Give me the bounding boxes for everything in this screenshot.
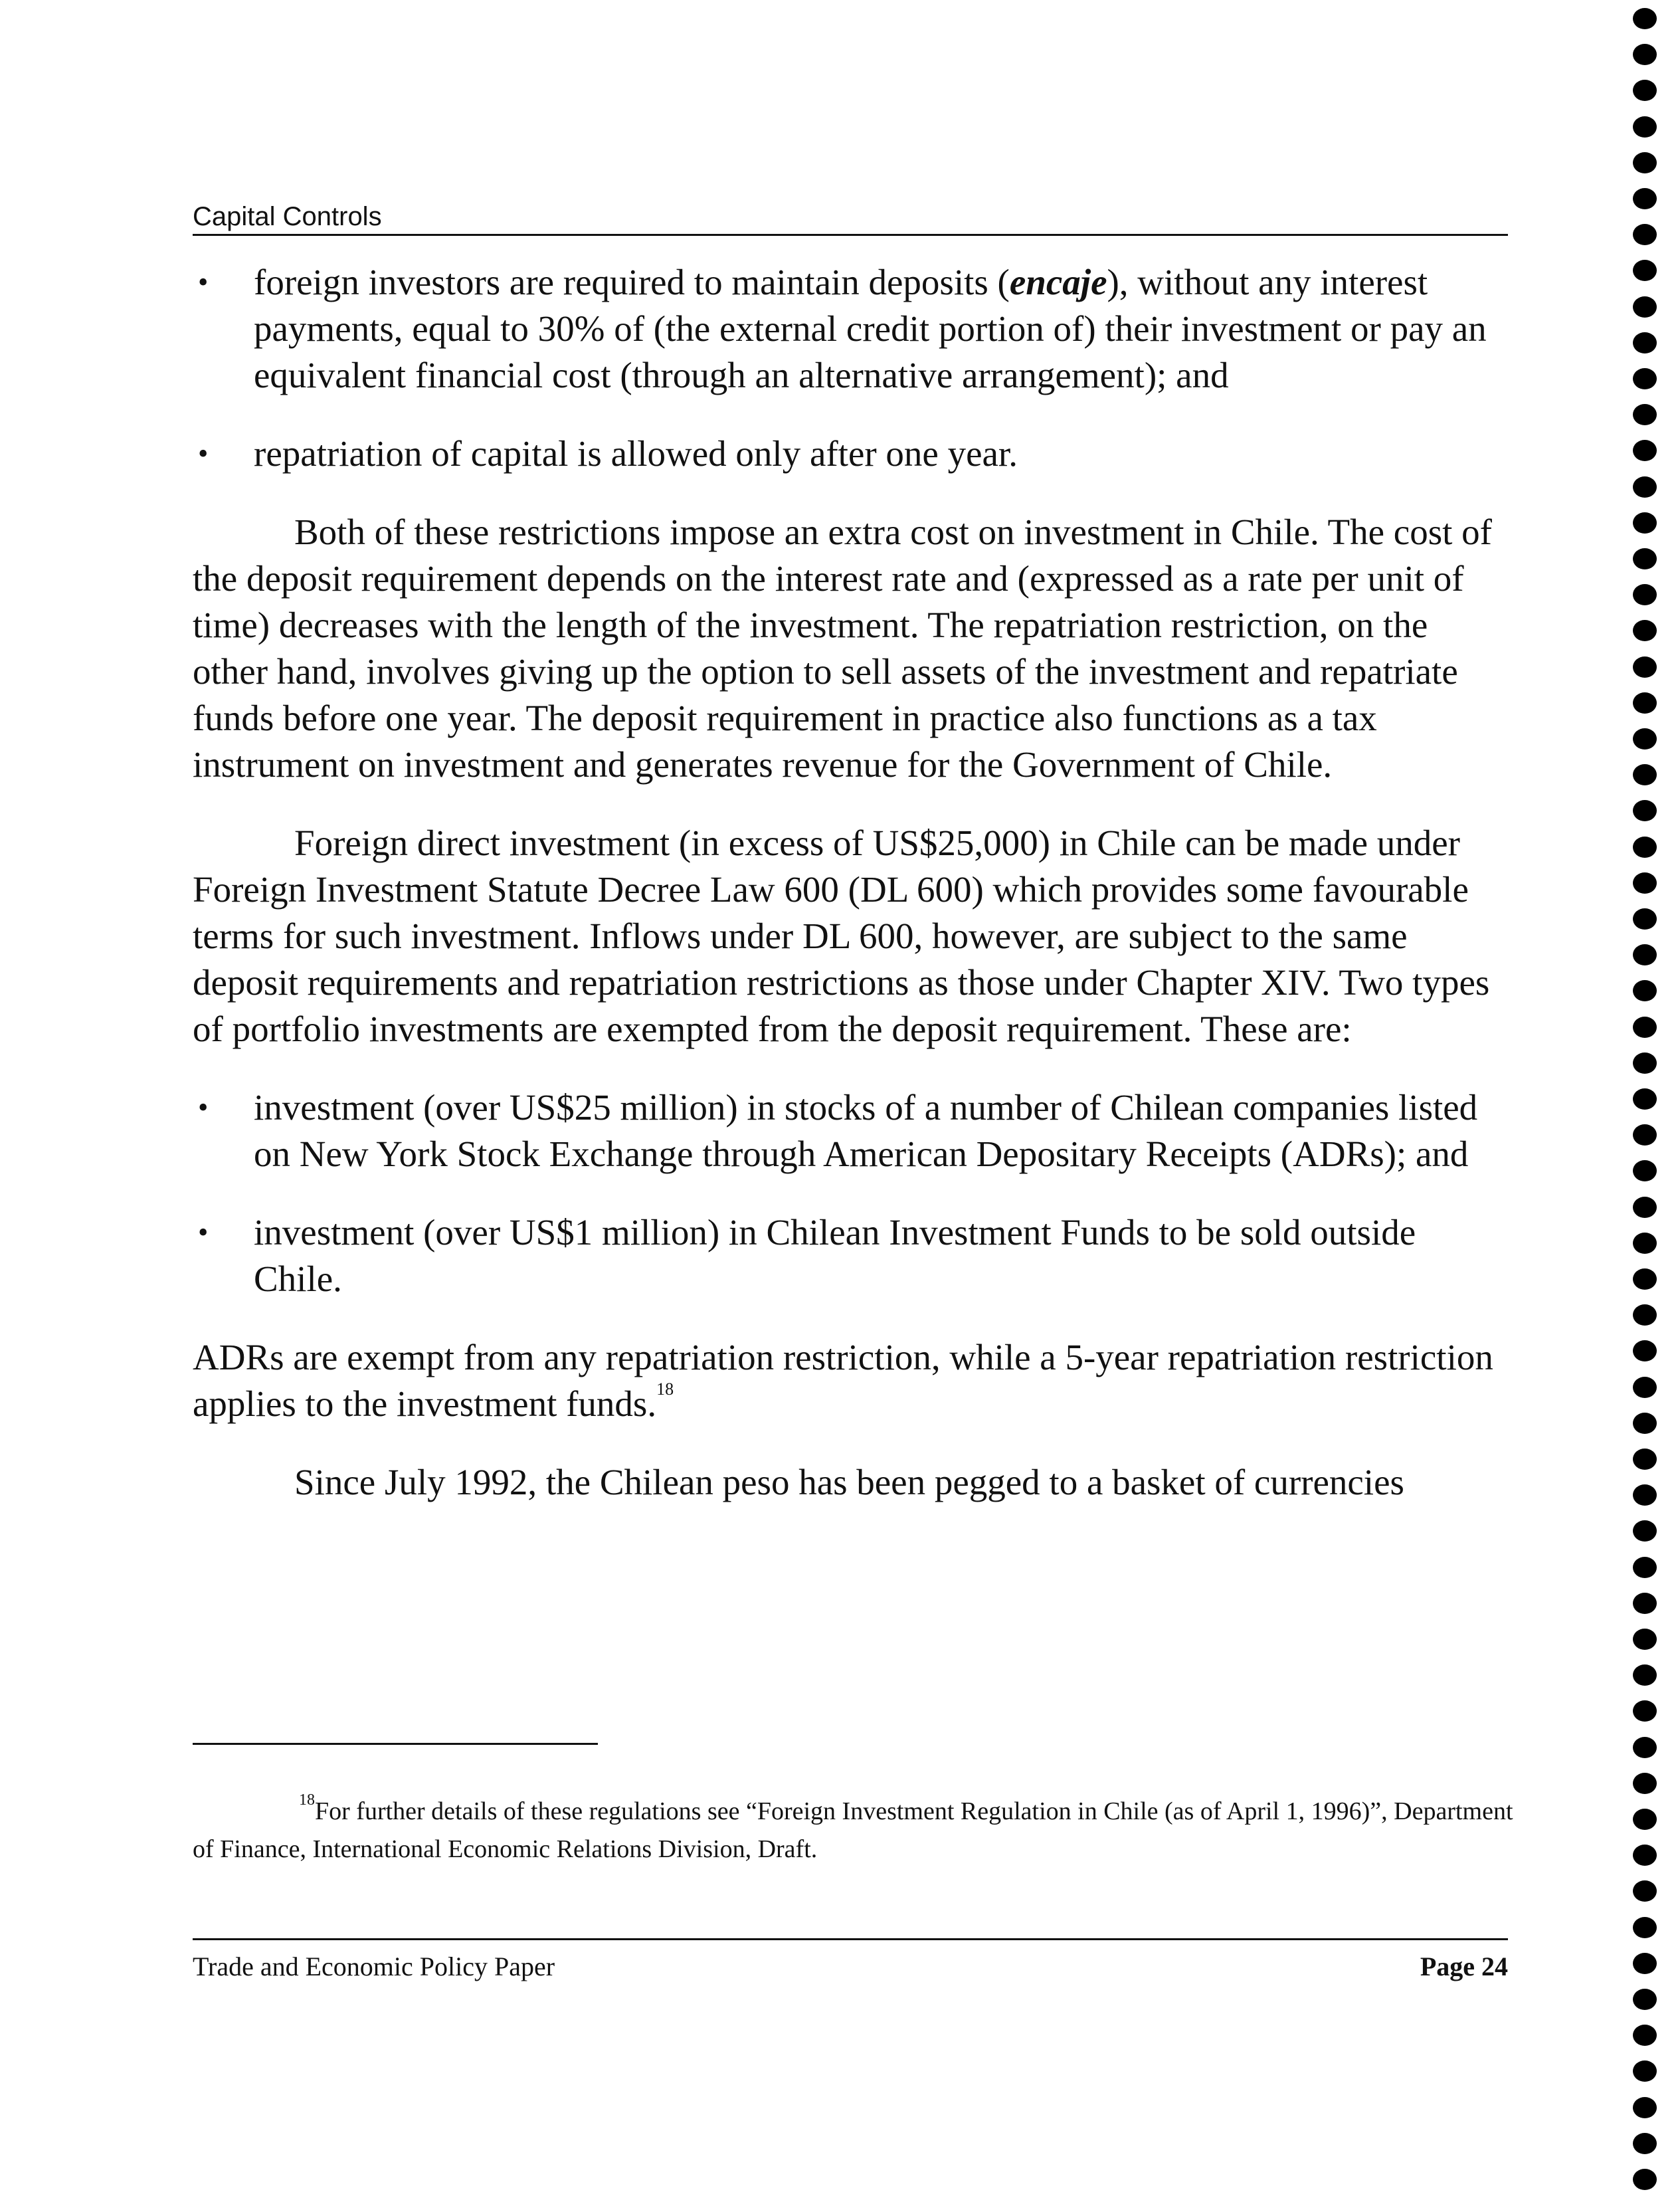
binding-hole-icon: [1633, 1052, 1657, 1074]
binding-hole-icon: [1633, 1484, 1657, 1506]
bullet-icon: •: [198, 437, 209, 470]
binding-hole-icon: [1633, 188, 1657, 209]
binding-hole-icon: [1633, 764, 1657, 785]
paragraph: Both of these restrictions impose an extra cost on investment in Chile. The cost of the deposit requirement depends on the interest rate and (expressed as a rate per unit of time) decreases with the length of the investment. The repatriation restriction, on the other hand, involves giving up the option to sell assets of the investment and repatriate funds before one year. The deposit requirement in practice also functions as a tax instrument on investment and generates revenue for the Government of Chile.: [193, 512, 1492, 785]
binding-hole-icon: [1633, 1593, 1657, 1614]
binding-hole-icon: [1633, 1845, 1657, 1866]
binding-hole-icon: [1633, 1377, 1657, 1398]
bullet-item: [193, 1084, 1505, 1177]
binding-hole-icon: [1633, 152, 1657, 173]
binding-hole-icon: [1633, 2060, 1657, 2082]
binding-hole-icon: [1633, 656, 1657, 678]
binding-hole-icon: [1633, 1197, 1657, 1218]
binding-hole-icon: [1633, 980, 1657, 1001]
bullet-item: [193, 431, 1505, 477]
footnote-reference[interactable]: 18: [656, 1379, 674, 1399]
bullet-item: [193, 259, 1505, 399]
footnote: [193, 1791, 1515, 1866]
binding-hole-icon: [1633, 800, 1657, 821]
binding-hole-icon: [1633, 908, 1657, 930]
binding-hole-icon: [1633, 1809, 1657, 1830]
binding-hole-icon: [1633, 404, 1657, 425]
binding-hole-icon: [1633, 1088, 1657, 1110]
binding-hole-icon: [1633, 1124, 1657, 1146]
binding-hole-icon: [1633, 2025, 1657, 2046]
binding-hole-icon: [1633, 1304, 1657, 1326]
binding-hole-icon: [1633, 332, 1657, 353]
binding-hole-icon: [1633, 224, 1657, 245]
binding-hole-icon: [1633, 1557, 1657, 1578]
bullet-icon: •: [198, 1216, 209, 1249]
bullet-item: [193, 1209, 1505, 1302]
binding-hole-icon: [1633, 1413, 1657, 1434]
binding-hole-icon: [1633, 80, 1657, 101]
binding-hole-icon: [1633, 872, 1657, 894]
series-title: Trade and Economic Policy Paper: [193, 1952, 555, 1981]
bullet-text-part: ), without any interest payments, equal to 30% of (the external credit portion of) their investment or pay an equivalent financial cost (through an alternative arrangement); and: [254, 262, 1487, 395]
binding-hole-icon: [1633, 692, 1657, 714]
binding-hole-icon: [1633, 1773, 1657, 1794]
binding-hole-icon: [1633, 512, 1657, 534]
binding-hole-icon: [1633, 2169, 1657, 2190]
binding-hole-icon: [1633, 1989, 1657, 2010]
binding-holes: [1633, 0, 1666, 2204]
bullet-icon: •: [198, 266, 209, 298]
footnote-separator: [193, 1743, 598, 1745]
bullet-text: investment (over US$1 million) in Chilean Investment Funds to be sold outside Chile.: [254, 1212, 1416, 1299]
binding-hole-icon: [1633, 1449, 1657, 1470]
binding-hole-icon: [1633, 2133, 1657, 2154]
running-header: Capital Controls: [193, 199, 1508, 236]
binding-hole-icon: [1633, 1340, 1657, 1361]
bullet-text-part: foreign investors are required to maintain deposits (: [254, 262, 1010, 302]
binding-hole-icon: [1633, 1160, 1657, 1181]
binding-hole-icon: [1633, 837, 1657, 858]
binding-hole-icon: [1633, 1664, 1657, 1686]
binding-hole-icon: [1633, 44, 1657, 65]
paragraph: [193, 1334, 1505, 1427]
binding-hole-icon: [1633, 368, 1657, 389]
running-footer: [193, 1938, 1508, 1984]
binding-hole-icon: [1633, 548, 1657, 569]
bullet-icon: •: [198, 1091, 209, 1124]
binding-hole-icon: [1633, 476, 1657, 498]
footnote-text: For further details of these regulations see “Foreign Investment Regulation in Chile (as of April 1, 1996)”, Department of Finance, International Economic Relations Division, Draft.: [193, 1797, 1513, 1863]
emphasis-term: encaje: [1009, 262, 1107, 302]
footnote-number: 18: [299, 1791, 315, 1809]
binding-hole-icon: [1633, 1737, 1657, 1758]
binding-hole-icon: [1633, 1233, 1657, 1254]
binding-hole-icon: [1633, 1629, 1657, 1650]
binding-hole-icon: [1633, 1917, 1657, 1938]
binding-hole-icon: [1633, 1880, 1657, 1902]
binding-hole-icon: [1633, 260, 1657, 281]
binding-hole-icon: [1633, 8, 1657, 29]
binding-hole-icon: [1633, 1268, 1657, 1290]
binding-hole-icon: [1633, 944, 1657, 965]
page-number: Page 24: [1420, 1952, 1508, 1981]
binding-hole-icon: [1633, 116, 1657, 138]
paragraph: Foreign direct investment (in excess of US$25,000) in Chile can be made under Foreign Investment Statute Decree Law 600 (DL 600) which provides some favourable terms for such investment. Inflows under DL 600, however, are subject to the same deposit requirements and repatriation restrictions as those under Chapter XIV. Two types of portfolio investments are exempted from the deposit requirement. These are:: [193, 823, 1490, 1049]
binding-hole-icon: [1633, 620, 1657, 641]
body-text: [193, 259, 1505, 1538]
bullet-text: repatriation of capital is allowed only after one year.: [254, 433, 1018, 474]
binding-hole-icon: [1633, 1700, 1657, 1722]
binding-hole-icon: [1633, 1953, 1657, 1974]
binding-hole-icon: [1633, 1520, 1657, 1542]
binding-hole-icon: [1633, 584, 1657, 605]
binding-hole-icon: [1633, 728, 1657, 750]
binding-hole-icon: [1633, 1017, 1657, 1038]
binding-hole-icon: [1633, 440, 1657, 461]
bullet-text: investment (over US$25 million) in stocks of a number of Chilean companies listed on New York Stock Exchange through American Depositary Receipts (ADRs); and: [254, 1087, 1478, 1174]
binding-hole-icon: [1633, 296, 1657, 318]
binding-hole-icon: [1633, 2097, 1657, 2118]
paragraph-text: ADRs are exempt from any repatriation restriction, while a 5-year repatriation restriction applies to the investment funds.: [193, 1337, 1493, 1424]
paragraph: Since July 1992, the Chilean peso has been pegged to a basket of currencies: [294, 1462, 1404, 1502]
